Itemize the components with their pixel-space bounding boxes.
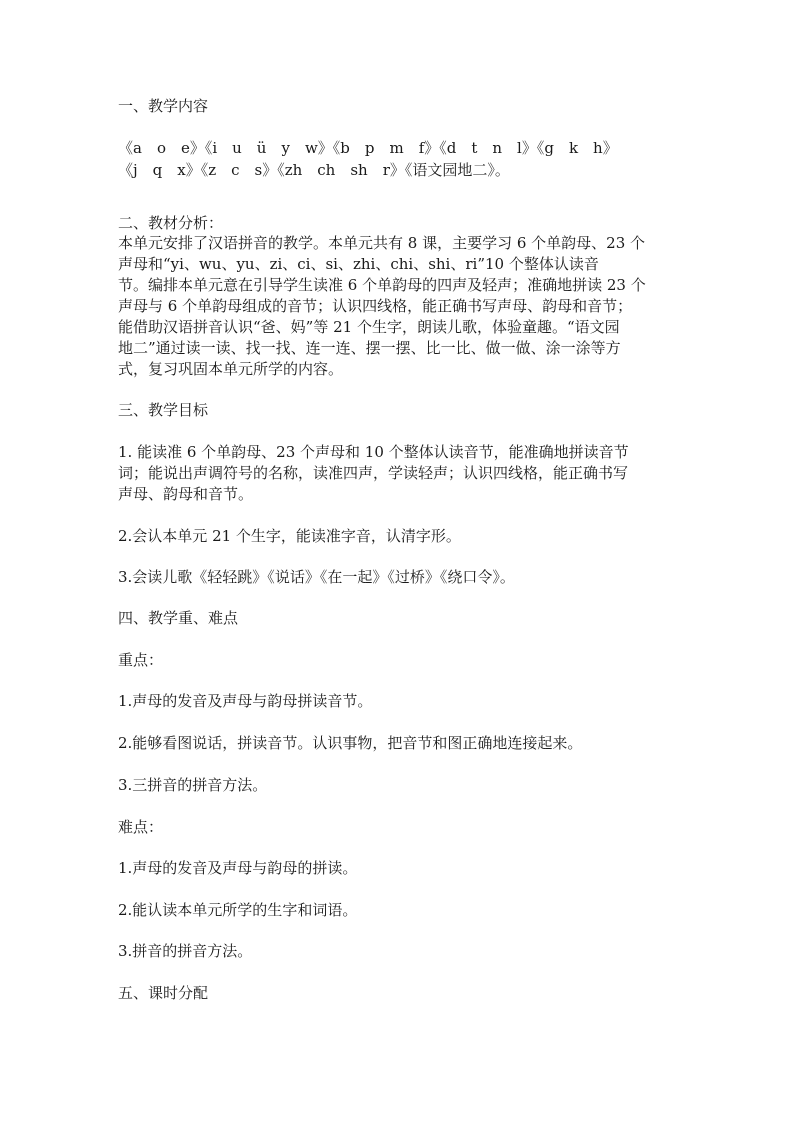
key-points-label: 重点： [118, 651, 164, 669]
paragraph-line: 声母、韵母和音节。 [118, 485, 254, 503]
objective-item-3: 3.会读儿歌《轻轻跳》《说话》《在一起》《过桥》《绕口令》。 [118, 568, 515, 586]
key-point-item: 3.三拼音的拼音方法。 [118, 776, 268, 794]
section-1-heading: 一、教学内容 [118, 97, 209, 115]
paragraph-line: 地二”通过读一读、找一找、连一连、摆一摆、比一比、做一做、涂一涂等方 [118, 339, 621, 357]
paragraph-line: 词；能说出声调符号的名称，读准四声，学读轻声；认识四线格，能正确书写 [118, 464, 629, 482]
difficult-points-label: 难点： [118, 818, 164, 836]
objective-item-2: 2.会认本单元 21 个生字，能读准字音，认清字形。 [118, 527, 461, 545]
section-5-heading: 五、课时分配 [118, 984, 209, 1002]
material-analysis-paragraph [118, 233, 678, 380]
paragraph-line: 节。编排本单元意在引导学生读准 6 个单韵母的四声及轻声；准确地拼读 23 个 [118, 276, 646, 294]
section-4-heading: 四、教学重、难点 [118, 609, 239, 627]
difficult-point-item: 2.能认读本单元所学的生字和词语。 [118, 901, 358, 919]
paragraph-line: 声母与 6 个单韵母组成的音节；认识四线格，能正确书写声母、韵母和音节； [118, 297, 633, 315]
section-2-heading: 二、教材分析： [118, 214, 224, 232]
objective-item-1 [118, 442, 678, 505]
paragraph-line: 声母和“yi、wu、yu、zi、ci、si、zhi、chi、shi、ri”10 个整体认读音 [118, 255, 599, 273]
section-3-heading: 三、教学目标 [118, 401, 209, 419]
paragraph-line: 能借助汉语拼音认识“爸、妈”等 21 个生字，朗读儿歌，体验童趣。“语文园 [118, 318, 620, 336]
pinyin-lesson-list-line-2: 《j q x》《z c s》《zh ch sh r》《语文园地二》。 [118, 161, 510, 179]
difficult-point-item: 1.声母的发音及声母与韵母的拼读。 [118, 859, 358, 877]
key-point-item: 2.能够看图说话，拼读音节。认识事物，把音节和图正确地连接起来。 [118, 734, 583, 752]
pinyin-lesson-list-line-1: 《a o e》《i u ü y w》《b p m f》《d t n l》《g k h》 [118, 139, 618, 157]
paragraph-line: 本单元安排了汉语拼音的教学。本单元共有 8 课，主要学习 6 个单韵母、23 个 [118, 234, 646, 252]
paragraph-line: 1. 能读准 6 个单韵母、23 个声母和 10 个整体认读音节，能准确地拼读音节 [118, 443, 629, 461]
paragraph-line: 式，复习巩固本单元所学的内容。 [118, 360, 344, 378]
difficult-point-item: 3.拼音的拼音方法。 [118, 942, 253, 960]
key-point-item: 1.声母的发音及声母与韵母拼读音节。 [118, 692, 373, 710]
